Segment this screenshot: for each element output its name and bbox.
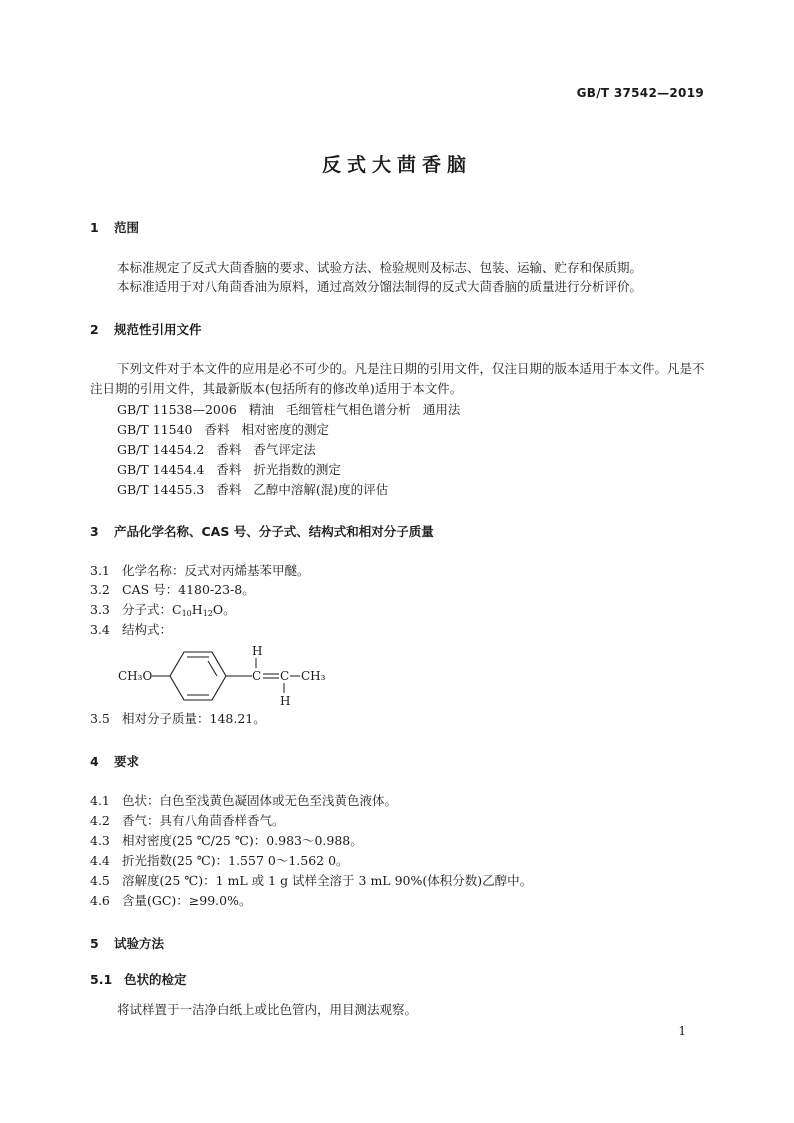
clause-item — [90, 851, 349, 871]
section-title: 要求 — [114, 754, 140, 769]
clause-text: 含量(GC)：≥99.0%。 — [122, 893, 252, 908]
paragraph: 本标准适用于对八角茴香油为原料，通过高效分馏法制得的反式大茴香脑的质量进行分析评价。 — [117, 279, 643, 294]
paragraph: 下列文件对于本文件的应用是必不可少的。凡是注日期的引用文件，仅注日期的版本适用于本文件。凡是不注日期的引用文件，其最新版本(包括所有的修改单)适用于本文件。 — [90, 361, 705, 396]
molecular-formula: 分子式：$C_{10}H_{12}O$。 — [122, 602, 236, 618]
reference-item — [117, 480, 400, 498]
methoxy-group-label: CH₃O — [118, 669, 153, 683]
section-number: 1 — [90, 220, 99, 235]
standard-code: GB/T 37542—2019 — [576, 86, 704, 100]
reference-part: 通用法 — [422, 402, 461, 417]
clause-number: 4.3 — [90, 833, 110, 848]
page-number: 1 — [678, 1024, 686, 1038]
carbon-label: C — [252, 669, 262, 683]
methyl-group-label: CH₃ — [301, 669, 326, 683]
clause-item — [90, 561, 310, 581]
hydrogen-label: H — [252, 644, 263, 658]
clause-number: 4.4 — [90, 853, 110, 868]
section-title: 试验方法 — [114, 936, 165, 951]
section-title: 产品化学名称、CAS 号、分子式、结构式和相对分子质量 — [114, 524, 434, 539]
clause-number: 3.5 — [90, 711, 110, 726]
reference-part: 香料 — [204, 422, 230, 437]
reference-code: GB/T 11540 — [117, 422, 193, 437]
clause-number: 4.2 — [90, 813, 110, 828]
clause-item — [90, 811, 285, 831]
reference-part: 毛细管柱气相色谱分析 — [285, 402, 411, 417]
clause-item — [90, 709, 266, 729]
section-title: 规范性引用文件 — [114, 322, 202, 337]
reference-item — [117, 420, 341, 438]
reference-part: 香料 — [216, 462, 242, 477]
clause-number: 4.5 — [90, 873, 110, 888]
clause-number: 4.6 — [90, 893, 110, 908]
clause-item — [90, 580, 255, 600]
reference-item — [117, 440, 328, 458]
section-number: 4 — [90, 754, 99, 769]
subsection-title: 色状的检定 — [124, 972, 187, 987]
section-number: 3 — [90, 524, 99, 539]
document-title: 反式大茴香脑 — [321, 154, 472, 176]
subsection-heading — [90, 970, 187, 988]
subsection-number: 5.1 — [90, 972, 113, 987]
paragraph: 本标准规定了反式大茴香脑的要求、试验方法、检验规则及标志、包装、运输、贮存和保质期。 — [117, 260, 643, 275]
section-number: 2 — [90, 322, 99, 337]
reference-part: 精油 — [248, 402, 274, 417]
clause-number: 4.1 — [90, 793, 110, 808]
section-title: 范围 — [114, 220, 140, 235]
paragraph: 将试样置于一洁净白纸上或比色管内，用目测法观察。 — [117, 1002, 418, 1017]
carbon-label: C — [280, 669, 290, 683]
reference-part: 香料 — [216, 482, 242, 497]
section-2-heading — [90, 320, 202, 338]
clause-text: 折光指数(25 ℃)：1.557 0～1.562 0。 — [122, 853, 349, 868]
clause-item — [90, 891, 252, 911]
reference-part: 香料 — [216, 442, 242, 457]
reference-part: 相对密度的测定 — [241, 422, 329, 437]
reference-code: GB/T 14454.4 — [117, 462, 205, 477]
clause-text: 香气：具有八角茴香样香气。 — [122, 813, 285, 828]
clause-text: 结构式： — [122, 622, 173, 637]
section-3-heading — [90, 522, 434, 540]
clause-text: 相对分子质量：148.21。 — [122, 711, 266, 726]
clause-item — [90, 620, 172, 640]
clause-number: 3.3 — [90, 602, 110, 617]
reference-item — [117, 400, 472, 418]
clause-item — [90, 831, 363, 851]
reference-part: 折光指数的测定 — [253, 462, 341, 477]
section-number: 5 — [90, 936, 99, 951]
clause-item — [90, 871, 532, 891]
clause-text: 色状：白色至浅黄色凝固体或无色至浅黄色液体。 — [122, 793, 398, 808]
reference-item — [117, 460, 353, 478]
clause-number: 3.4 — [90, 622, 110, 637]
clause-number: 3.1 — [90, 563, 110, 578]
clause-item — [90, 791, 397, 811]
section-5-heading — [90, 934, 164, 952]
reference-code: GB/T 14454.2 — [117, 442, 205, 457]
clause-number: 3.2 — [90, 582, 110, 597]
clause-text: 溶解度(25 ℃)：1 mL 或 1 g 试样全溶于 3 mL 90%(体积分数)乙醇中。 — [122, 873, 533, 888]
reference-code: GB/T 14455.3 — [117, 482, 205, 497]
clause-text: 相对密度(25 ℃/25 ℃)：0.983～0.988。 — [122, 833, 363, 848]
clause-text: CAS 号：4180-23-8。 — [122, 582, 255, 597]
hydrogen-label: H — [280, 694, 291, 708]
reference-part: 乙醇中溶解(混)度的评估 — [253, 482, 389, 497]
structural-formula — [118, 640, 338, 710]
section-1-heading — [90, 218, 139, 236]
clause-text: 化学名称：反式对丙烯基苯甲醚。 — [122, 563, 310, 578]
reference-code: GB/T 11538—2006 — [117, 402, 237, 417]
benzene-ring — [170, 652, 226, 700]
section-4-heading — [90, 752, 139, 770]
reference-part: 香气评定法 — [253, 442, 316, 457]
